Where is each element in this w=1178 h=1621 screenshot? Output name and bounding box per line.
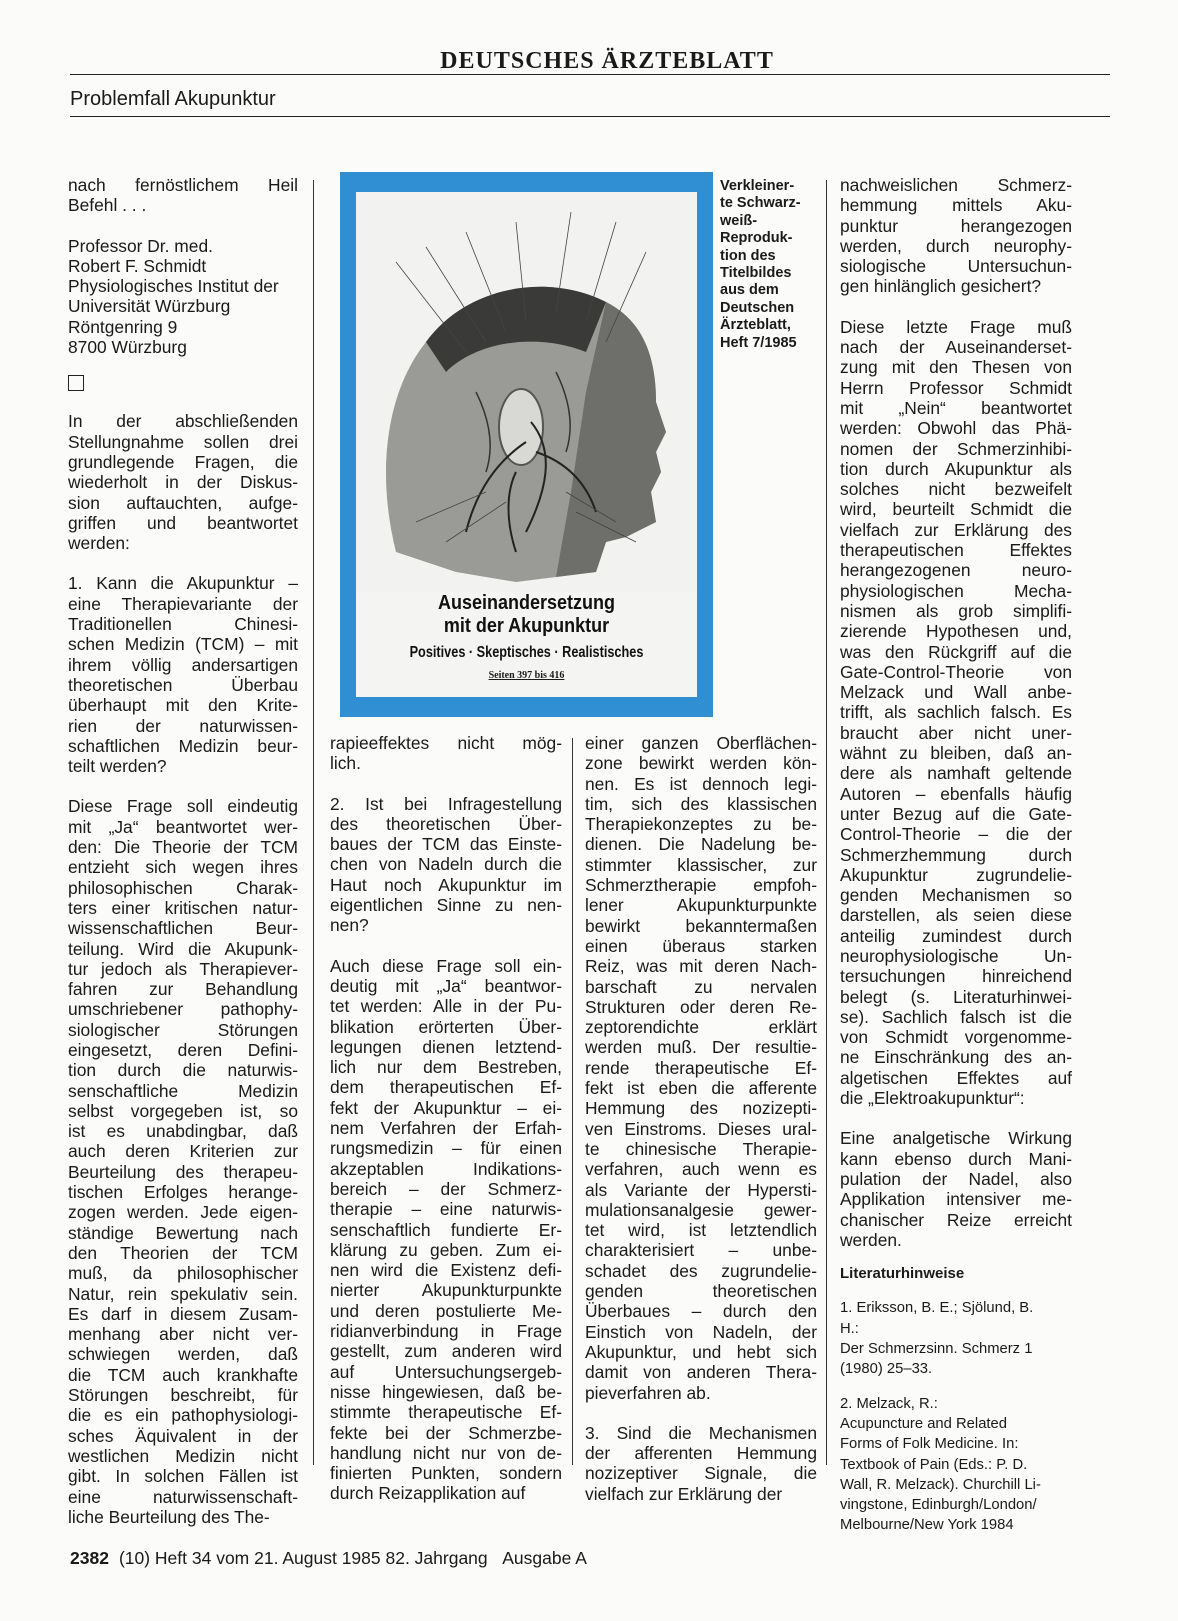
text-line: deutig mit „Ja“ beantwor- <box>330 975 562 996</box>
text-line: der afferenten Hemmung <box>585 1443 817 1464</box>
text-line: Diese letzte Frage muß <box>840 316 1072 337</box>
text-line: therapeutischen Effektes <box>840 540 1072 561</box>
column-1 <box>68 175 298 1527</box>
text-line: rien der naturwissen- <box>68 715 298 736</box>
text-line: physiologischen Mecha- <box>840 580 1072 601</box>
reference-2 <box>840 1394 1072 1536</box>
text-line: te Schwarz- <box>720 195 801 212</box>
text-line: den: Die Theorie der TCM <box>68 837 298 858</box>
text-line: kann ebenso durch Mani- <box>840 1148 1072 1169</box>
text-line: was den Rückgriff auf die <box>840 641 1072 662</box>
text-line: philosophischen Charak- <box>68 877 298 898</box>
text-line: rapieeffektes nicht mög- <box>330 733 562 753</box>
page-number: 2382 <box>70 1548 109 1568</box>
cover-headline: mit der Akupunktur <box>443 615 610 637</box>
text-line: schwiegen werden, daß <box>68 1344 298 1365</box>
text-line: Deutschen <box>720 299 795 316</box>
section-end-box <box>68 375 84 391</box>
text-line: rungsmedizin – für einen <box>330 1138 562 1159</box>
text-line: Eine analgetische Wirkung <box>840 1128 1072 1149</box>
text-line: vingstone, Edinburgh/London/ <box>840 1497 1037 1514</box>
text-line: solches nicht bezweifelt <box>840 479 1072 500</box>
text-line: nach fernöstlichem Heil <box>68 175 298 195</box>
text-line: H.: <box>840 1320 859 1337</box>
text-line: Störungen beschreibt, für <box>68 1385 298 1406</box>
text-line: muß, da philosophischer <box>68 1263 298 1284</box>
text-line: Gate-Control-Theorie von <box>840 661 1072 682</box>
text-line: stimmte therapeutische Ef- <box>330 1402 562 1423</box>
text-line: wissenschaftlichen Beur- <box>68 918 298 939</box>
text-line: darstellen, als seien diese <box>840 905 1072 926</box>
text-line: Beurteilung des therapeu- <box>68 1161 298 1182</box>
text-line: die TCM auch krankhafte <box>68 1364 298 1385</box>
text-line: chanischer Reize erreicht <box>840 1209 1072 1230</box>
text-line: lich. <box>330 753 361 774</box>
text-line: pulation der Nadel, also <box>840 1168 1072 1189</box>
text-line: Auch diese Frage soll ein- <box>330 955 562 976</box>
paragraph <box>330 733 562 774</box>
text-line: aus dem <box>720 282 779 299</box>
text-line: Reiz, was mit deren Nach- <box>585 956 817 977</box>
text-line: Universität Würzburg <box>68 296 231 317</box>
text-line: klärung zu geben. Zum ei- <box>330 1239 562 1260</box>
cover-text <box>356 592 697 681</box>
text-line: chen von Nadeln durch die <box>330 854 562 875</box>
page-footer <box>70 1548 587 1569</box>
text-line: finierten Punkten, sondern <box>330 1463 562 1484</box>
text-line: Schmerztherapie empfoh- <box>585 875 817 896</box>
text-line: 8700 Würzburg <box>68 337 187 358</box>
text-line: ständige Bewertung nach <box>68 1222 298 1243</box>
text-line: Befehl . . . <box>68 195 147 216</box>
text-line: selbst vorgegeben ist, so <box>68 1100 298 1121</box>
text-line: anteilig zumindest durch <box>840 925 1072 946</box>
text-line: sion auftauchten, aufge- <box>68 492 298 513</box>
text-line: einer ganzen Oberflächen- <box>585 733 817 753</box>
text-line: 1. Kann die Akupunktur – <box>68 573 298 594</box>
text-line: eingesetzt, deren Defini- <box>68 1039 298 1060</box>
text-line: mit „Nein“ beantwortet <box>840 397 1072 418</box>
text-line: auch deren Kriterien zur <box>68 1141 298 1162</box>
text-line: braucht aber nicht uner- <box>840 722 1072 743</box>
text-line: 3. Sind die Mechanismen <box>585 1422 817 1443</box>
text-line: se). Sachlich falsch ist die <box>840 1006 1072 1027</box>
text-line: Akupunktur, und hebt sich <box>585 1341 817 1362</box>
text-line: werden: <box>68 533 130 554</box>
text-line: stimmter klassischer, zur <box>585 854 817 875</box>
text-line: mulationsanalgesie gewer- <box>585 1199 817 1220</box>
cover-headline: Auseinandersetzung <box>437 592 616 614</box>
text-line: nachweislichen Schmerz- <box>840 175 1072 195</box>
text-line: den Theorien der TCM <box>68 1242 298 1263</box>
edition: Ausgabe A <box>502 1548 587 1568</box>
text-line: vielfach zur Erklärung der <box>585 1483 783 1504</box>
references-heading: Literaturhinweise <box>840 1265 965 1283</box>
text-line: hemmung mittels Aku- <box>840 195 1072 216</box>
text-line: menhang aber nicht ver- <box>68 1324 298 1345</box>
text-line: werden, durch neurophy- <box>840 235 1072 256</box>
text-line: fahren zur Behandlung <box>68 979 298 1000</box>
text-line: neurophysiologische Un- <box>840 945 1072 966</box>
text-line: nierter Akupunkturpunkte <box>330 1280 562 1301</box>
text-line: Titelbildes <box>720 265 792 282</box>
text-line: barschaft zu nervalen <box>585 976 817 997</box>
text-line: umschriebener pathophy- <box>68 999 298 1020</box>
text-line: ist es unabdingbar, daß <box>68 1121 298 1142</box>
text-line: akzeptablen Indikations- <box>330 1158 562 1179</box>
acupuncture-head-illustration <box>356 192 697 592</box>
question-2 <box>330 794 562 936</box>
author-address <box>68 236 298 358</box>
text-line: Natur, rein spekulativ sein. <box>68 1283 298 1304</box>
text-line: des theoretischen Über- <box>330 813 562 834</box>
question-3 <box>585 1423 817 1504</box>
text-line: tion durch Akupunktur als <box>840 458 1072 479</box>
text-line: schen Medizin (TCM) – mit <box>68 634 298 655</box>
text-line: wiederholt in der Diskus- <box>68 472 298 493</box>
text-line: tur jedoch als Therapiever- <box>68 958 298 979</box>
issue-info: (10) Heft 34 vom 21. August 1985 82. Jahrgang <box>118 1548 488 1568</box>
text-line: lener Akupunkturpunkte <box>585 895 817 916</box>
text-line: rende therapeutische Ef- <box>585 1057 817 1078</box>
paragraph <box>68 175 298 216</box>
text-line: bewirkt bekanntermaßen <box>585 915 817 936</box>
text-line: grundlegende Fragen, die <box>68 451 298 472</box>
cover-illustration <box>356 192 697 697</box>
text-line: siologischer Störungen <box>68 1019 298 1040</box>
column-divider <box>572 738 573 1465</box>
text-line: tet wird, ist letztendlich <box>585 1220 817 1241</box>
text-line: von Schmidt vorgenomme- <box>840 1027 1072 1048</box>
text-line: Stellungnahme sollen drei <box>68 431 298 452</box>
text-line: auf Untersuchungsergeb- <box>330 1361 562 1382</box>
image-caption <box>720 178 815 352</box>
text-line: lich nur dem Bestreben, <box>330 1057 562 1078</box>
text-line: zierende Hypothesen und, <box>840 621 1072 642</box>
text-line: algetischen Effektes auf <box>840 1067 1072 1088</box>
text-line: Es darf in diesem Zusam- <box>68 1303 298 1324</box>
column-3 <box>585 733 817 1504</box>
text-line: Herrn Professor Schmidt <box>840 377 1072 398</box>
text-line: als Variante der Hypersti- <box>585 1179 817 1200</box>
text-line: mit „Ja“ beantwortet wer- <box>68 816 298 837</box>
text-line: Reproduk- <box>720 230 793 247</box>
text-line: Melzack und Wall anbe- <box>840 682 1072 703</box>
paragraph <box>68 411 298 553</box>
text-line: Einstich von Nadeln, der <box>585 1321 817 1342</box>
text-line: dem therapeutischen Ef- <box>330 1077 562 1098</box>
question-1 <box>68 573 298 776</box>
text-line: teilung. Wird die Akupunk- <box>68 938 298 959</box>
text-line: schadet des zugrundelie- <box>585 1260 817 1281</box>
text-line: unter Bezug auf die Gate- <box>840 803 1072 824</box>
text-line: griffen und beantwortet <box>68 512 298 533</box>
paragraph <box>840 175 1072 297</box>
text-line: nozizeptiver Signale, die <box>585 1463 817 1484</box>
text-line: blikation erörterten Über- <box>330 1016 562 1037</box>
column-divider <box>826 180 827 1465</box>
text-line: Überbaues – durch den <box>585 1301 817 1322</box>
text-line: nen wird die Existenz defi- <box>330 1260 562 1281</box>
text-line: Melbourne/New York 1984 <box>840 1517 1014 1534</box>
text-line: tion durch die naturwis- <box>68 1060 298 1081</box>
text-line: zogen werden. Jede eigen- <box>68 1202 298 1223</box>
text-line: tet werden: Alle in der Pu- <box>330 996 562 1017</box>
text-line: senschaftlich fundierte Er- <box>330 1219 562 1240</box>
text-line: pieverfahren ab. <box>585 1382 711 1403</box>
text-line: dienen. Die Nadelung be- <box>585 834 817 855</box>
text-line: durch Reizapplikation auf <box>330 1483 526 1504</box>
text-line: tischen Erfolges herange- <box>68 1182 298 1203</box>
text-line: punktur herangezogen <box>840 215 1072 236</box>
text-line: 2. Ist bei Infragestellung <box>330 793 562 814</box>
text-line: therapie – eine naturwis- <box>330 1199 562 1220</box>
text-line: einen überaus starken <box>585 935 817 956</box>
masthead-title: DEUTSCHES ÄRZTEBLATT <box>440 48 774 74</box>
text-line: Wall, R. Melzack). Churchill Li- <box>840 1476 1041 1493</box>
text-line: Professor Dr. med. <box>68 235 213 256</box>
text-line: bereich – der Schmerz- <box>330 1178 562 1199</box>
text-line: wähnt zu bleiben, daß an- <box>840 743 1072 764</box>
text-line: Akupunktur zugrundelie- <box>840 864 1072 885</box>
text-line: nem Verfahren der Erfah- <box>330 1118 562 1139</box>
text-line: damit von anderen Thera- <box>585 1362 817 1383</box>
text-line: ven Einstroms. Dieses ural- <box>585 1118 817 1139</box>
text-line: Applikation intensiver me- <box>840 1189 1072 1210</box>
text-line: gibt. In solchen Fällen ist <box>68 1466 298 1487</box>
text-line: 1. Eriksson, B. E.; Sjölund, B. <box>840 1300 1034 1317</box>
text-line: belegt (s. Literaturhinwei- <box>840 986 1072 1007</box>
reference-1 <box>840 1298 1072 1379</box>
column-4 <box>840 175 1072 1536</box>
column-divider <box>313 180 314 1465</box>
text-line: genden Mechanismen so <box>840 885 1072 906</box>
text-line: Der Schmerzsinn. Schmerz 1 <box>840 1341 1033 1358</box>
text-line: Forms of Folk Medicine. In: <box>840 1436 1019 1453</box>
text-line: Haut noch Akupunktur im <box>330 874 562 895</box>
text-line: fekte bei der Schmerzbe- <box>330 1422 562 1443</box>
text-line: Acupuncture and Related <box>840 1415 1007 1432</box>
text-line: zeptorendichte erklärt <box>585 1017 817 1038</box>
text-line: In der abschließenden <box>68 411 298 432</box>
text-line: werden: Obwohl das Phä- <box>840 418 1072 439</box>
paragraph <box>840 1128 1072 1250</box>
text-line: Ärzteblatt, <box>720 317 791 334</box>
text-line: eine naturwissenschaft- <box>68 1486 298 1507</box>
text-line: werden muß. Der resultie- <box>585 1037 817 1058</box>
cover-subline: Positives · Skeptisches · Realistisches <box>409 644 644 661</box>
text-line: weiß- <box>720 212 758 229</box>
text-line: überhaupt mit den Krite- <box>68 695 298 716</box>
text-line: genden theoretischen <box>585 1281 817 1302</box>
cover-pages: Seiten 397 bis 416 <box>488 670 565 681</box>
text-line: tion des <box>720 247 776 264</box>
text-line: die es ein pathophysiologi- <box>68 1405 298 1426</box>
text-line: Control-Theorie – die der <box>840 824 1072 845</box>
text-line: zone bewirkt werden kön- <box>585 753 817 774</box>
text-line: Physiologisches Institut der <box>68 276 279 297</box>
text-line: Robert F. Schmidt <box>68 255 207 276</box>
text-line: wird, beurteilt Schmidt die <box>840 499 1072 520</box>
text-line: Strukturen oder deren Re- <box>585 996 817 1017</box>
text-line: nach der Auseinanderset- <box>840 337 1072 358</box>
masthead-rule <box>70 74 1110 75</box>
text-line: Textbook of Pain (Eds.: P. D. <box>840 1456 1028 1473</box>
text-line: verfahren, auch wenn es <box>585 1159 817 1180</box>
section-title: Problemfall Akupunktur <box>70 88 276 110</box>
text-line: herangezogenen neuro- <box>840 560 1072 581</box>
text-line: handlung nicht nur von de- <box>330 1442 562 1463</box>
text-line: ters einer kritischen natur- <box>68 897 298 918</box>
text-line: werden. <box>840 1229 902 1250</box>
text-line: ne Einschränkung des an- <box>840 1047 1072 1068</box>
text-line: vielfach zur Erklärung des <box>840 519 1072 540</box>
paragraph <box>68 796 298 1527</box>
text-line: ridianverbindung in Frage <box>330 1321 562 1342</box>
cover-image <box>340 172 713 717</box>
text-line: charakterisiert – unbe- <box>585 1240 817 1261</box>
text-line: sches Äquivalent in der <box>68 1425 298 1446</box>
text-line: eigentlichen Sinne zu nen- <box>330 895 562 916</box>
text-line: theoretischen Überbau <box>68 674 298 695</box>
text-line: 2. Melzack, R.: <box>840 1395 938 1412</box>
text-line: (1980) 25–33. <box>840 1361 933 1378</box>
text-line: Diese Frage soll eindeutig <box>68 796 298 817</box>
text-line: nen? <box>330 915 369 936</box>
text-line: nomen der Schmerzinhibi- <box>840 438 1072 459</box>
text-line: eine Therapievariante der <box>68 593 298 614</box>
text-line: tim, sich des klassischen <box>585 793 817 814</box>
text-line: Heft 7/1985 <box>720 334 797 351</box>
text-line: zung mit den Thesen von <box>840 357 1072 378</box>
text-line: siologische Untersuchun- <box>840 256 1072 277</box>
text-line: Schmerzhemmung durch <box>840 844 1072 865</box>
text-line: Verkleiner- <box>720 178 795 194</box>
text-line: gen hinlänglich gesichert? <box>840 276 1042 297</box>
text-line: senschaftliche Medizin <box>68 1080 298 1101</box>
paragraph <box>840 317 1072 1109</box>
text-line: liche Beurteilung des The- <box>68 1506 270 1527</box>
text-line: Hemmung des nozizepti- <box>585 1098 817 1119</box>
text-line: westlichen Medizin nicht <box>68 1445 298 1466</box>
text-line: baues der TCM das Einste- <box>330 834 562 855</box>
text-line: und deren postulierte Me- <box>330 1300 562 1321</box>
text-line: entzieht sich wegen ihres <box>68 857 298 878</box>
text-line: dere als namhaft geltende <box>840 763 1072 784</box>
text-line: ihrem völlig andersartigen <box>68 654 298 675</box>
text-line: Röntgenring 9 <box>68 316 178 337</box>
text-line: teilt werden? <box>68 756 167 777</box>
text-line: trifft, als sachlich falsch. Es <box>840 702 1072 723</box>
text-line: tersuchungen hinreichend <box>840 966 1072 987</box>
text-line: fekt ist eben die afferente <box>585 1078 817 1099</box>
paragraph <box>585 733 817 1403</box>
text-line: Therapiekonzeptes zu be- <box>585 814 817 835</box>
text-line: Traditionellen Chinesi- <box>68 614 298 635</box>
text-line: nisse hingewiesen, daß be- <box>330 1381 562 1402</box>
text-line: Autoren – ebenfalls häufig <box>840 783 1072 804</box>
text-line: nismen als grob simplifi- <box>840 600 1072 621</box>
text-line: gestellt, zum anderen wird <box>330 1341 562 1362</box>
text-line: te chinesische Therapie- <box>585 1138 817 1159</box>
text-line: schaftlichen Medizin beur- <box>68 735 298 756</box>
section-rule <box>70 116 1110 117</box>
paragraph <box>330 956 562 1504</box>
text-line: nen. Es ist dennoch legi- <box>585 773 817 794</box>
text-line: fekt der Akupunktur – ei- <box>330 1097 562 1118</box>
column-2 <box>330 733 562 1504</box>
text-line: die „Elektroakupunktur“: <box>840 1088 1025 1109</box>
text-line: legungen dienen letztend- <box>330 1036 562 1057</box>
